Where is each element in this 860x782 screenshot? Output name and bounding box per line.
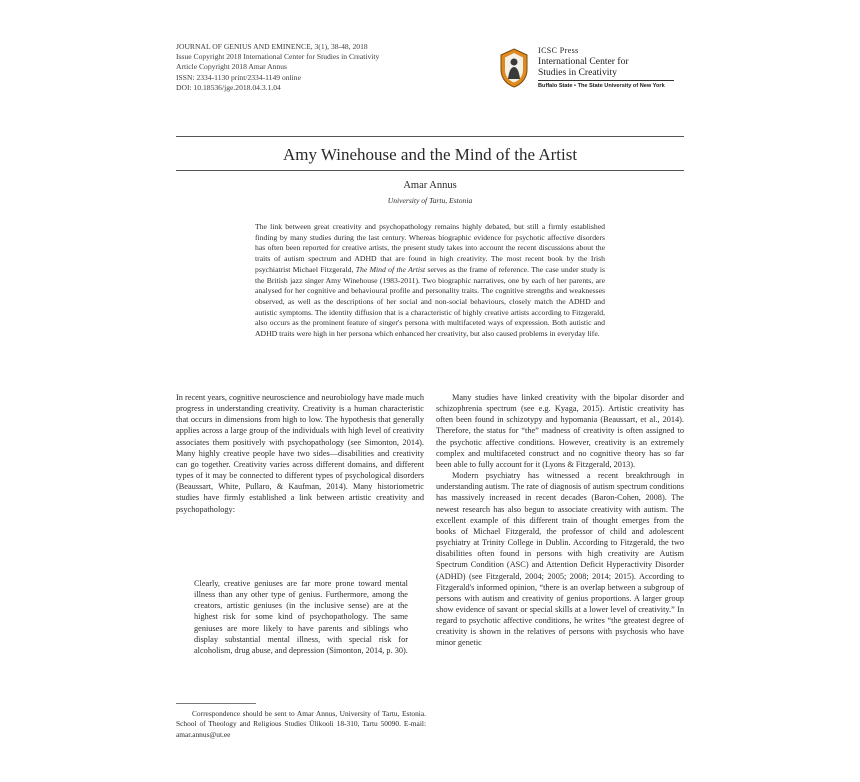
logo-name-line2: Studies in Creativity — [538, 67, 617, 78]
logo-university: Buffalo State • The State University of New York — [538, 83, 665, 89]
left-paragraph-1: In recent years, cognitive neuroscience and neurobiology have made much progress in understanding creativity. Creativity is a human characteristic that occurs in dimensions from high to low. The hypothesis that generally applies across a large group of the individuals with high level of creativity associates them positively with psychopathology (see Simonton, 2014). Many highly creative people have two sides—disabilities and creativity can go together. Creativity varies across different domains, and different types of it may be connected to different types of psychological disorders (Beaussart, White, Pullaro, & Kaufman, 2014). Many historiometric studies have firmly established a link between artistic creativity and psychopathology: — [176, 393, 424, 514]
title-rule-bottom — [176, 170, 684, 171]
footnote-divider — [176, 703, 256, 704]
doi: DOI: 10.18536/jge.2018.04.3.1.04 — [176, 82, 281, 92]
icsc-emblem-icon — [498, 48, 530, 88]
abstract-text-part2: serves as the frame of reference. The case under study is the British jazz singer Amy Winehouse (1983-2011). Two biographic narratives, one by each of her parents, are analysed for her cognitive and behavioural profile and personality traits. The cognitive strengths and weaknesses observed, as well as the descriptions of her social and non-social behaviours, closely match the ADHD and autistic symptoms. The identity diffusion that is a characteristic of highly creative artists according to Fitzgerald, also occurs as the prominent feature of singer's persona with multifaceted ways of expression. Both autistic and ADHD traits were high in her persona which enhanced her creativity, but also caused problems in everyday life. — [255, 264, 606, 339]
abstract-book-title: The Mind of the Artist — [355, 264, 426, 274]
issue-copyright: Issue Copyright 2018 International Center for Studies in Creativity — [176, 52, 380, 62]
icsc-logo — [498, 46, 688, 96]
author-name: Amar Annus — [403, 180, 457, 191]
abstract — [255, 222, 605, 340]
article-copyright: Article Copyright 2018 Amar Annus — [176, 62, 287, 72]
title-rule-top — [176, 136, 684, 137]
logo-name-line1: International Center for — [538, 56, 629, 67]
journal-citation: JOURNAL OF GENIUS AND EMINENCE, 3(1), 38-48, 2018 — [176, 42, 368, 51]
right-paragraph-1: Many studies have linked creativity with the bipolar disorder and schizophrenia spectrum (see e.g. Kyaga, 2015). Artistic creativity has often been found in schizotypy and hypomania (Beaussart, et al., 2014). Therefore, the status for “the” madness of creativity is often assigned to the psychotic affective conditions. However, creativity is an extremely complex and multifaceted construct and no cognitive theory has so far been able to fully account for it (Lyons & Fitzgerald, 2013). — [436, 393, 684, 469]
logo-divider — [538, 80, 674, 81]
icsc-press-label: ICSC Press — [538, 46, 579, 55]
block-quote: Clearly, creative geniuses are far more prone toward mental illness than any other type of genius. Furthermore, among the creators, artistic geniuses (in the inclusive sense) are at the highest risk for some kind of psychopathology. The same geniuses are more likely to have parents and siblings who display substantial mental illness, with special risk for alcoholism, drug abuse, and depression (Simonton, 2014, p. 30). — [194, 579, 408, 655]
right-column — [436, 392, 684, 649]
abstract-text-part1: The link between great creativity and psychopathology remains highly debated, but still a firmly established finding by many studies during the last century. Whereas biographic evidence for psychotic affective disorders has often been reported for creative artists, the present study takes into account the recent discussions about the traits of autism spectrum and ADHD that are found in high creativity. The most recent book by the Irish psychiatrist Michael Fitzgerald, — [255, 222, 605, 274]
issn: ISSN: 2334-1130 print/2334-1149 online — [176, 72, 301, 82]
right-paragraph-2: Modern psychiatry has witnessed a recent breakthrough in understanding autism. The rate of diagnosis of autism spectrum conditions has massively increased in recent decades (Baron-Cohen, 2008). The newest research has also begun to associate creativity with autism. The excellent example of this different train of thought emerges from the books of Michael Fitzgerald, the professor of child and adolescent psychiatry at Trinity College in Dublin. According to Fitzgerald, the two disabilities often found in persons with high creativity are Autism Spectrum Condition (ASC) and Attention Deficit Hyperactivity Disorder (ADHD) (see Fitzgerald, 2004; 2005; 2008; 2014; 2015). According to Fitzgerald's informed opinion, “there is an overlap between a subgroup of persons with autism and creativity of genius proportions. A larger group show evidence of savant or special skills at a lower level of creativity.” In regard to psychotic affective conditions, he writes “the greatest degree of creativity is shown in the relatives of persons with psychosis who have minor genetic — [436, 471, 684, 648]
logo-text — [538, 46, 688, 90]
correspondence-footnote: Correspondence should be sent to Amar Annus, University of Tartu, Estonia. School of Theology and Religious Studies Ülikooli 18-310, Tartu 50090. E-mail: amar.annus@ut.ee — [176, 709, 426, 739]
author-affiliation: University of Tartu, Estonia — [387, 196, 473, 205]
article-title: Amy Winehouse and the Mind of the Artist — [282, 145, 578, 164]
left-column — [176, 392, 424, 515]
journal-info — [176, 42, 476, 93]
